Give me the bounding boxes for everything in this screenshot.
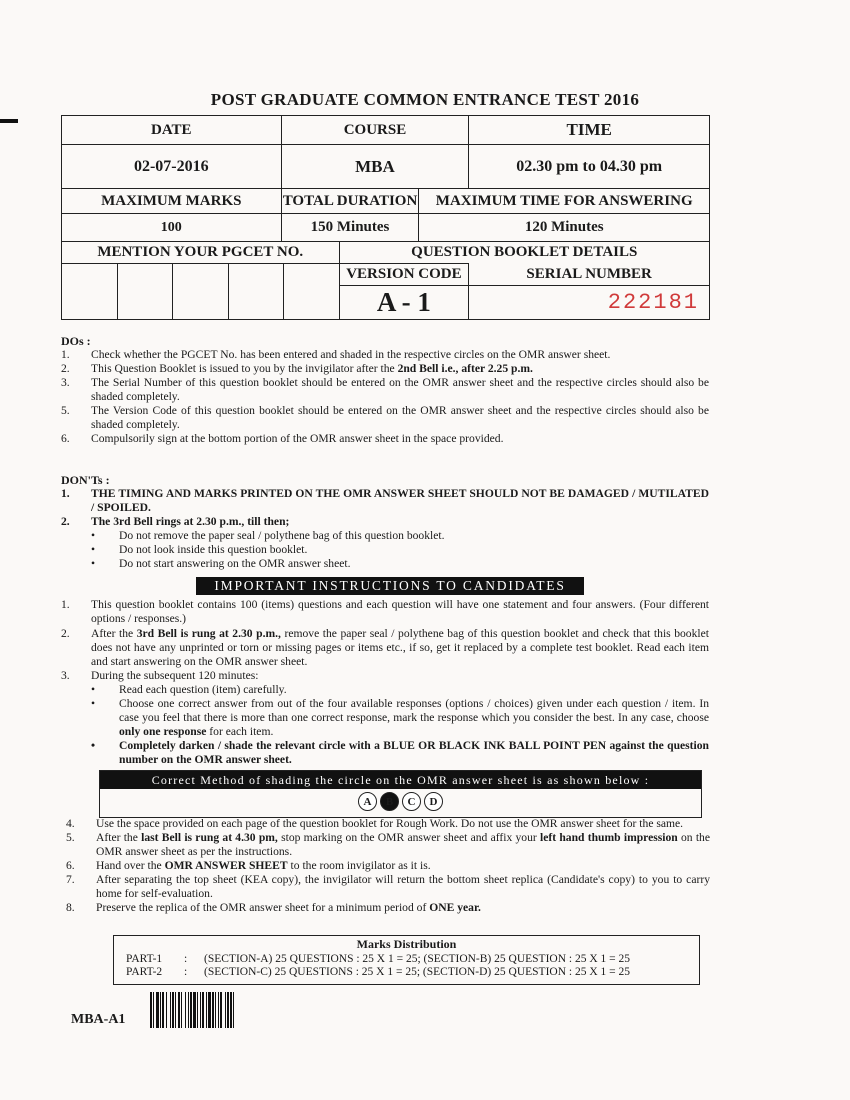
list-item: 2. This Question Booklet is issued to you by the invigilator after the 2nd Bell i.e., after 2.25 p.m. xyxy=(61,362,533,375)
date-value: 02-07-2016 xyxy=(62,145,282,189)
list-item: 1. THE TIMING AND MARKS PRINTED ON THE OMR ANSWER SHEET SHOULD NOT BE DAMAGED / MUTILATED / SPOILED. xyxy=(61,487,709,514)
bubble-d: D xyxy=(424,792,443,811)
instructions-list xyxy=(61,598,709,767)
shading-example-box xyxy=(99,770,702,818)
list-item: • Do not remove the paper seal / polythene bag of this question booklet. xyxy=(91,529,709,543)
list-item: 2. The 3rd Bell rings at 2.30 p.m., till then; xyxy=(61,515,290,528)
list-item: 6. Hand over the OMR ANSWER SHEET to the room invigilator as it is. xyxy=(66,859,431,872)
pgcet-label: MENTION YOUR PGCET NO. xyxy=(62,242,340,264)
list-item: • Read each question (item) carefully. xyxy=(91,683,709,697)
marks-row-part-2: PART-2 : (SECTION-C) 25 QUESTIONS : 25 X 1 = 25; (SECTION-D) 25 QUESTION : 25 X 1 = 25 xyxy=(126,966,630,978)
dos-heading: DOs : xyxy=(61,334,91,348)
dos-list xyxy=(61,348,709,446)
bubble-b-filled: B xyxy=(380,792,399,811)
pgcet-digit-box[interactable] xyxy=(173,264,229,319)
serial-number-value: 222181 xyxy=(607,290,699,316)
booklet-details-label: QUESTION BOOKLET DETAILS xyxy=(339,242,710,264)
bubble-c: C xyxy=(402,792,421,811)
list-item: 8. Preserve the replica of the OMR answer sheet for a minimum period of ONE year. xyxy=(66,901,481,914)
bubble-a: A xyxy=(358,792,377,811)
list-item: • Completely darken / shade the relevant circle with a BLUE OR BLACK INK BALL POINT PEN against the question number on the OMR answer sheet. xyxy=(91,739,709,767)
list-item: 2. After the 3rd Bell is rung at 2.30 p.m., remove the paper seal / polythene bag of this question booklet and check that this booklet does not have any unprinted or torn or missing pages or items etc., if so, get it replaced by a complete test booklet. Read each item and start answering on the OMR answer sheet. xyxy=(61,627,709,668)
time-label: TIME xyxy=(469,116,710,145)
pgcet-number-boxes[interactable] xyxy=(62,264,340,320)
pgcet-digit-box[interactable] xyxy=(118,264,174,319)
barcode xyxy=(150,992,300,1028)
max-time-value: 120 Minutes xyxy=(419,214,710,242)
version-code-value: A - 1 xyxy=(339,286,469,320)
max-time-label: MAXIMUM TIME FOR ANSWERING xyxy=(419,189,710,214)
list-item: 6. Compulsorily sign at the bottom portion of the OMR answer sheet in the space provided. xyxy=(61,432,504,445)
instructions-banner: IMPORTANT INSTRUCTIONS TO CANDIDATES xyxy=(196,577,584,595)
booklet-code: MBA-A1 xyxy=(71,1012,126,1027)
course-label: COURSE xyxy=(281,116,469,145)
max-marks-label: MAXIMUM MARKS xyxy=(62,189,282,214)
marks-distribution-box xyxy=(113,935,700,985)
list-item: 3. The Serial Number of this question booklet should be entered on the OMR answer sheet and the respective circles should also be shaded completely. xyxy=(61,376,709,403)
exam-details-table xyxy=(61,115,710,320)
max-marks-value: 100 xyxy=(62,214,282,242)
list-item: 5. After the last Bell is rung at 4.30 pm, stop marking on the OMR answer sheet and affix your left hand thumb impression on the OMR answer sheet as per the instructions. xyxy=(66,831,710,858)
serial-number-label: SERIAL NUMBER xyxy=(469,264,710,286)
page-title: POST GRADUATE COMMON ENTRANCE TEST 2016 xyxy=(210,90,640,109)
marks-distribution-title: Marks Distribution xyxy=(356,937,457,951)
time-value: 02.30 pm to 04.30 pm xyxy=(469,145,710,189)
donts-heading: DON'Ts : xyxy=(61,473,110,487)
donts-list xyxy=(61,487,709,571)
shading-banner: Correct Method of shading the circle on the OMR answer sheet is as shown below : xyxy=(100,771,701,789)
list-item: 3. During the subsequent 120 minutes: xyxy=(61,669,259,682)
pgcet-digit-box[interactable] xyxy=(229,264,285,319)
pgcet-digit-box[interactable] xyxy=(62,264,118,319)
margin-mark xyxy=(0,119,18,123)
total-duration-label: TOTAL DURATION xyxy=(281,189,419,214)
list-item: 1. Check whether the PGCET No. has been entered and shaded in the respective circles on the OMR answer sheet. xyxy=(61,348,611,361)
marks-row-part-1: PART-1 : (SECTION-A) 25 QUESTIONS : 25 X 1 = 25; (SECTION-B) 25 QUESTION : 25 X 1 = 25 xyxy=(126,953,630,965)
list-item: 1. This question booklet contains 100 (items) questions and each question will have one statement and four answers. (Four different options / responses.) xyxy=(61,598,709,625)
shading-example-bubbles xyxy=(100,792,701,811)
instructions-list-continued xyxy=(66,817,710,915)
barcode-bar xyxy=(234,992,236,1028)
list-item: 5. The Version Code of this question booklet should be entered on the OMR answer sheet and the respective circles should also be shaded completely. xyxy=(61,404,709,431)
list-item: • Choose one correct answer from out of the four available responses (options / choices) given under each question / item. In case you feel that there is more than one correct response, mark the response which you consider the best. In any case, choose only one response for each item. xyxy=(91,697,709,739)
version-code-label: VERSION CODE xyxy=(339,264,469,286)
list-item: • Do not look inside this question booklet. xyxy=(91,543,709,557)
list-item: 4. Use the space provided on each page of the question booklet for Rough Work. Do not use the OMR answer sheet for the same. xyxy=(66,817,684,830)
course-value: MBA xyxy=(281,145,469,189)
total-duration-value: 150 Minutes xyxy=(281,214,419,242)
list-item: 7. After separating the top sheet (KEA copy), the invigilator will return the bottom sheet replica (Candidate's copy) to you to carry home for self-evaluation. xyxy=(66,873,710,900)
pgcet-digit-box[interactable] xyxy=(284,264,339,319)
date-label: DATE xyxy=(62,116,282,145)
list-item: • Do not start answering on the OMR answer sheet. xyxy=(91,557,709,571)
